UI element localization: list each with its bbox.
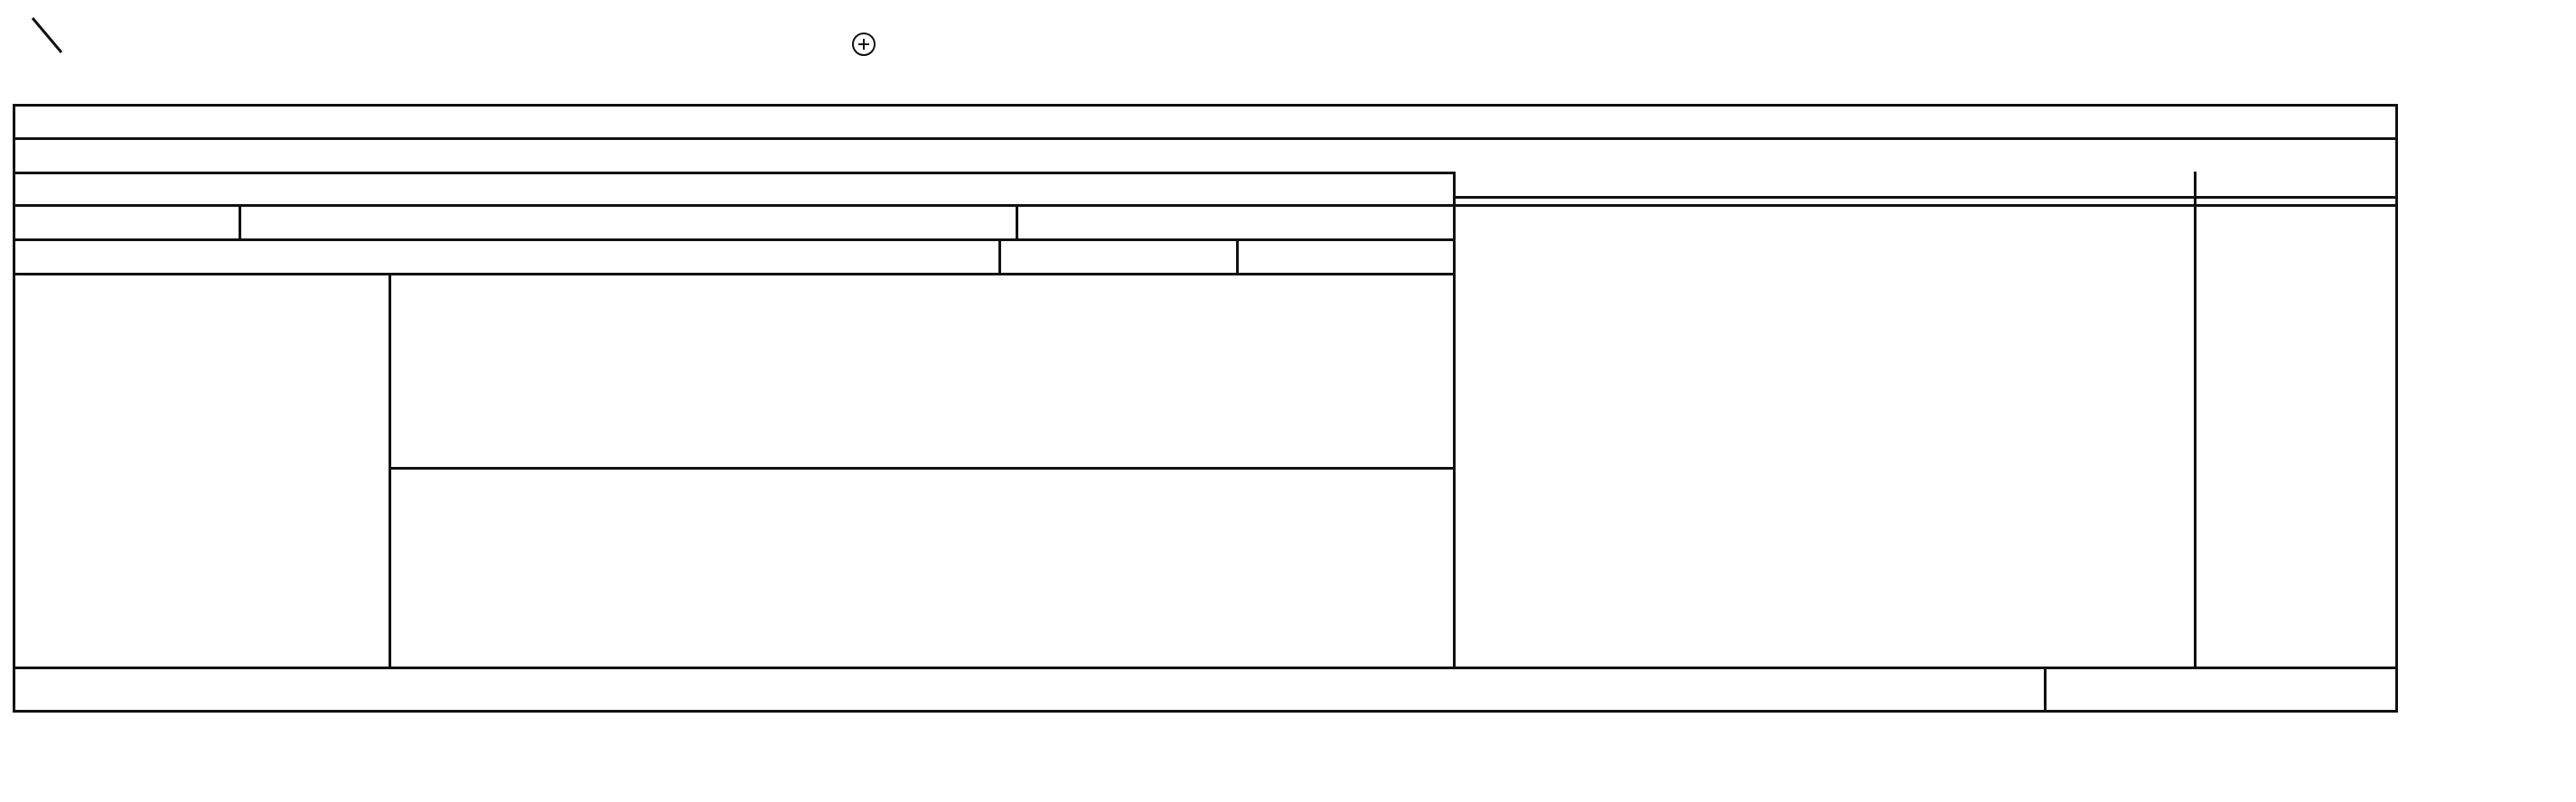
certipostal-logo — [835, 31, 893, 87]
logo-mark-icon — [25, 16, 80, 70]
logo — [25, 16, 188, 89]
certipostal-mark-icon — [848, 31, 879, 58]
barcode — [1491, 18, 2231, 83]
